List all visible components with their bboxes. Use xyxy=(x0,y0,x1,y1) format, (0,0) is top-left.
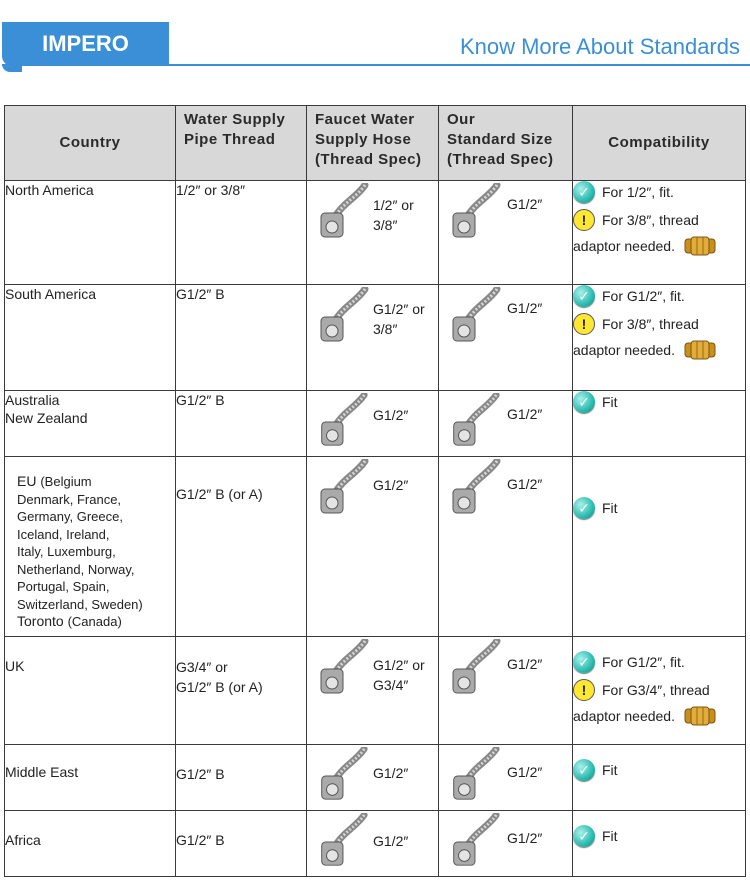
table-header-row xyxy=(5,106,746,181)
pipe-thread-cell: 1/2″ or 3/8″ xyxy=(176,181,307,285)
braided-hose-icon xyxy=(313,393,371,451)
compatibility-cell: ✓ For G1/2″, fit. ! For 3/8″, thread adaptor needed. xyxy=(573,285,746,391)
country-cell: South America xyxy=(5,285,176,391)
standard-size-cell: G1/2″ xyxy=(439,637,573,745)
checkmark-circle-icon: ✓ xyxy=(573,285,595,307)
compatibility-cell: ✓ For G1/2″, fit. ! For G3/4″, thread adaptor needed. xyxy=(573,637,746,745)
hose-thread-cell: G1/2″ xyxy=(307,457,439,637)
country-cell: North America xyxy=(5,181,176,285)
checkmark-circle-icon: ✓ xyxy=(573,759,595,781)
braided-hose-icon xyxy=(445,287,503,347)
header-compatibility: Compatibility xyxy=(573,106,746,181)
table-row xyxy=(5,457,746,637)
header-hose-thread: Faucet Water Supply Hose (Thread Spec) xyxy=(307,106,439,181)
braided-hose-icon xyxy=(445,459,503,519)
compatibility-cell: ✓ Fit xyxy=(573,457,746,637)
braided-hose-icon xyxy=(313,183,371,243)
thread-standards-table xyxy=(4,105,746,877)
standard-size-cell: G1/2″ xyxy=(439,285,573,391)
brass-adaptor-icon xyxy=(683,339,717,361)
table-row xyxy=(5,391,746,457)
exclamation-circle-icon: ! xyxy=(573,209,595,231)
hose-thread-cell: G1/2″ xyxy=(307,745,439,811)
exclamation-circle-icon: ! xyxy=(573,679,595,701)
header-country: Country xyxy=(5,106,176,181)
header-divider xyxy=(2,64,750,66)
checkmark-circle-icon: ✓ xyxy=(573,497,595,519)
braided-hose-icon xyxy=(313,287,371,347)
braided-hose-icon xyxy=(445,183,503,243)
brand-tab-foot xyxy=(2,64,22,72)
pipe-thread-cell: G1/2″ B (or A) xyxy=(176,457,307,637)
checkmark-circle-icon: ✓ xyxy=(573,391,595,413)
braided-hose-icon xyxy=(313,639,371,699)
hose-thread-cell: G1/2″ xyxy=(307,391,439,457)
checkmark-circle-icon: ✓ xyxy=(573,181,595,203)
pipe-thread-cell: G1/2″ B xyxy=(176,745,307,811)
country-cell: Africa xyxy=(5,811,176,877)
table-row xyxy=(5,285,746,391)
hose-thread-cell: G1/2″ xyxy=(307,811,439,877)
brass-adaptor-icon xyxy=(683,705,717,727)
pipe-thread-cell: G1/2″ B xyxy=(176,391,307,457)
country-cell: EU (Belgium Denmark, France, Germany, Greece, Iceland, Ireland, Italy, Luxemburg, Netherland, Norway, Portugal, Spain, Switzerland, Sweden) Toronto (Canada) xyxy=(5,457,176,637)
checkmark-circle-icon: ✓ xyxy=(573,825,595,847)
hose-thread-cell: 1/2″ or 3/8″ xyxy=(307,181,439,285)
country-cell: Australia New Zealand xyxy=(5,391,176,457)
pipe-thread-cell: G3/4″ or G1/2″ B (or A) xyxy=(176,637,307,745)
compatibility-cell: ✓ Fit xyxy=(573,745,746,811)
braided-hose-icon xyxy=(313,813,371,871)
standard-size-cell: G1/2″ xyxy=(439,811,573,877)
brass-adaptor-icon xyxy=(683,235,717,257)
braided-hose-icon xyxy=(445,393,503,451)
know-more-standards-link[interactable]: Know More About Standards xyxy=(459,34,740,59)
braided-hose-icon xyxy=(445,747,503,805)
compatibility-cell: ✓ Fit xyxy=(573,811,746,877)
braided-hose-icon xyxy=(313,459,371,519)
braided-hose-icon xyxy=(445,813,503,871)
standard-size-cell: G1/2″ xyxy=(439,457,573,637)
country-cell: UK xyxy=(5,637,176,745)
braided-hose-icon xyxy=(313,747,371,805)
compatibility-cell: ✓ Fit xyxy=(573,391,746,457)
table-row xyxy=(5,181,746,285)
standard-size-cell: G1/2″ xyxy=(439,745,573,811)
table-row xyxy=(5,745,746,811)
hose-thread-cell: G1/2″ or G3/4″ xyxy=(307,637,439,745)
standard-size-cell: G1/2″ xyxy=(439,391,573,457)
table-row xyxy=(5,811,746,877)
exclamation-circle-icon: ! xyxy=(573,313,595,335)
checkmark-circle-icon: ✓ xyxy=(573,651,595,673)
pipe-thread-cell: G1/2″ B xyxy=(176,285,307,391)
header-pipe-thread: Water Supply Pipe Thread xyxy=(176,106,307,181)
braided-hose-icon xyxy=(445,639,503,699)
standard-size-cell: G1/2″ xyxy=(439,181,573,285)
brand-logo: IMPERO xyxy=(2,22,169,66)
table-row xyxy=(5,637,746,745)
country-cell: Middle East xyxy=(5,745,176,811)
pipe-thread-cell: G1/2″ B xyxy=(176,811,307,877)
header-standard-size: Our Standard Size (Thread Spec) xyxy=(439,106,573,181)
compatibility-cell: ✓ For 1/2″, fit. ! For 3/8″, thread adaptor needed. xyxy=(573,181,746,285)
hose-thread-cell: G1/2″ or 3/8″ xyxy=(307,285,439,391)
